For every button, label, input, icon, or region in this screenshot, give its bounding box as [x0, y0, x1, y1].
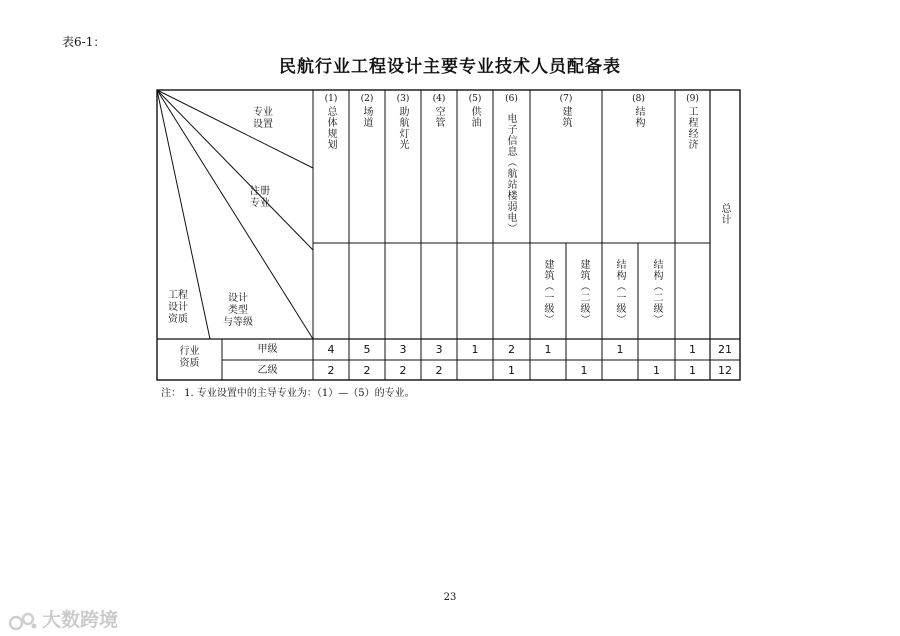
sub-structure-level-2: 结构（二级） — [651, 259, 662, 325]
major-5-number: (5) — [468, 94, 482, 104]
row-b-value: 1 — [689, 364, 696, 377]
row-a-value: 4 — [327, 343, 335, 356]
row-b-value: 1 — [580, 364, 588, 377]
major-2-name: 场道 — [361, 106, 372, 128]
header-total: 总计 — [719, 203, 730, 225]
header-registered-specialty: 注册 专业 — [250, 186, 270, 209]
table-number: 表6-1： — [62, 35, 106, 49]
major-9-number: (9) — [686, 94, 699, 104]
watermark — [8, 605, 118, 632]
sub-structure-level-1: 结构（一级） — [614, 259, 625, 325]
row-b-value: 2 — [435, 364, 443, 377]
row-a-total: 21 — [718, 343, 732, 356]
major-4-name: 空管 — [433, 106, 444, 128]
major-6-name: 电子信息（航站楼弱电） — [505, 112, 516, 234]
row-a-value: 5 — [363, 343, 371, 356]
major-5-name: 供油 — [469, 106, 480, 128]
row-b-total: 12 — [718, 364, 732, 377]
row-a-value: 1 — [544, 343, 552, 356]
major-9-name: 工程经济 — [686, 106, 697, 150]
major-3-name: 助航灯光 — [397, 106, 408, 150]
row-group-industry-qualification: 行业 资质 — [179, 346, 200, 369]
header-professional-setting: 专业 设置 — [253, 107, 273, 130]
watermark-text: 大数跨境 — [42, 609, 119, 631]
row-grade-b-label: 乙级 — [257, 365, 278, 376]
row-b-value: 2 — [327, 364, 335, 377]
header-design-type-grade: 设计 类型 与等级 — [223, 293, 253, 328]
row-a-value: 1 — [689, 343, 696, 356]
major-4-number: (4) — [432, 94, 446, 104]
row-b-value: 1 — [508, 364, 515, 377]
page-title: 民航行业工程设计主要专业技术人员配备表 — [279, 57, 621, 77]
row-a-value: 1 — [616, 343, 624, 356]
row-b-value: 2 — [363, 364, 371, 377]
row-a-value: 3 — [435, 343, 443, 356]
page-number: 23 — [443, 592, 457, 603]
major-6-number: (6) — [505, 94, 518, 104]
major-3-number: (3) — [396, 94, 410, 104]
row-b-value: 1 — [653, 364, 660, 377]
header-engineering-qualification: 工程 设计 资质 — [168, 290, 188, 325]
row-grade-a-label: 甲级 — [257, 344, 278, 355]
major-7-number: (7) — [559, 94, 573, 104]
sub-architecture-level-2: 建筑（二级） — [578, 259, 589, 325]
row-a-value: 1 — [471, 343, 479, 356]
major-8-name: 结构 — [633, 106, 644, 128]
row-a-value: 2 — [508, 343, 515, 356]
row-a-value: 3 — [399, 343, 407, 356]
major-8-number: (8) — [632, 94, 645, 104]
table-note: 注： 1. 专业设置中的主导专业为：（1）—（5）的专业。 — [161, 388, 415, 399]
major-7-name: 建筑 — [560, 106, 571, 128]
major-1-name: 总体规划 — [325, 106, 336, 150]
watermark-logo-icon — [8, 610, 38, 632]
major-1-number: (1) — [324, 94, 338, 104]
major-2-number: (2) — [360, 94, 374, 104]
sub-architecture-level-1: 建筑（一级） — [542, 259, 553, 325]
row-b-value: 2 — [399, 364, 407, 377]
